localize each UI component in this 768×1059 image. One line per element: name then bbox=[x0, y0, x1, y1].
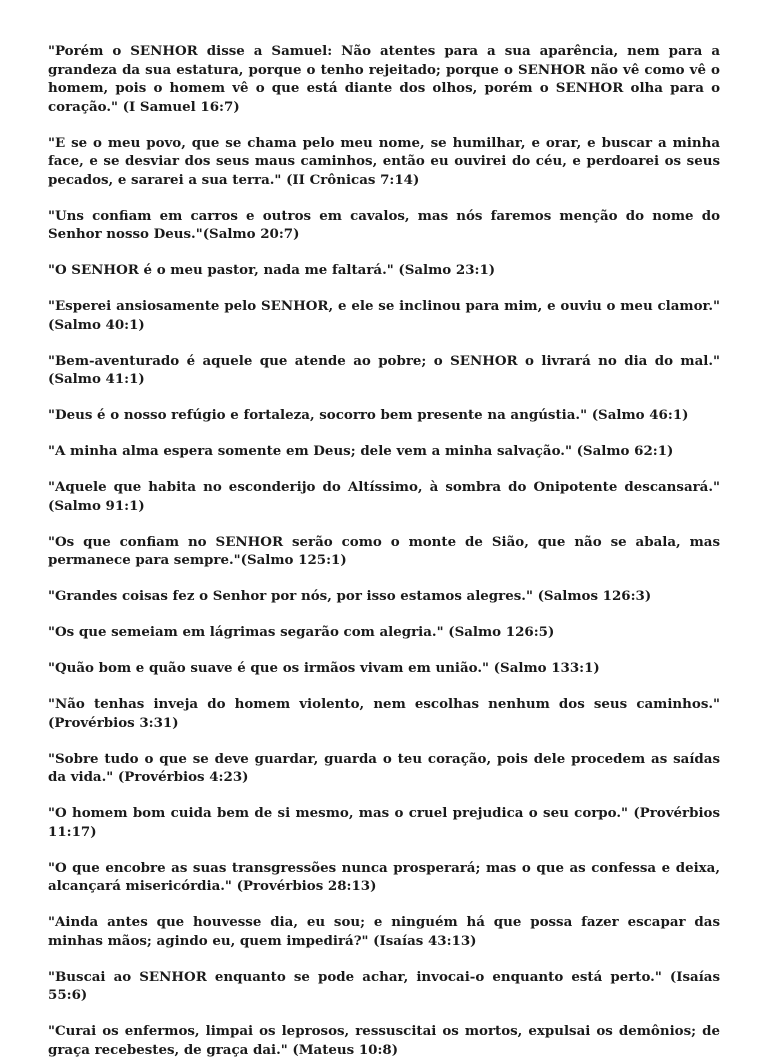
verse-paragraph: "Buscai ao SENHOR enquanto se pode achar, invocai-o enquanto está perto." (Isaías 55:6) bbox=[48, 968, 720, 1003]
verse-paragraph: "Bem-aventurado é aquele que atende ao pobre; o SENHOR o livrará no dia do mal." (Salmo 41:1) bbox=[48, 352, 720, 387]
verse-paragraph: "Os que confiam no SENHOR serão como o monte de Sião, que não se abala, mas permanece para sempre."(Salmo 125:1) bbox=[48, 533, 720, 568]
verse-paragraph: "Uns confiam em carros e outros em cavalos, mas nós faremos menção do nome do Senhor nosso Deus."(Salmo 20:7) bbox=[48, 207, 720, 242]
verse-paragraph: "Esperei ansiosamente pelo SENHOR, e ele se inclinou para mim, e ouviu o meu clamor." (Salmo 40:1) bbox=[48, 298, 720, 333]
verse-paragraph: "O SENHOR é o meu pastor, nada me faltará." (Salmo 23:1) bbox=[48, 262, 496, 278]
verse-paragraph: "Não tenhas inveja do homem violento, nem escolhas nenhum dos seus caminhos." (Provérbios 3:31) bbox=[48, 696, 720, 731]
verse-paragraph: "Deus é o nosso refúgio e fortaleza, socorro bem presente na angústia." (Salmo 46:1) bbox=[48, 407, 689, 423]
verse-paragraph: "Ainda antes que houvesse dia, eu sou; e ninguém há que possa fazer escapar das minhas mãos; agindo eu, quem impedirá?" (Isaías 43:13) bbox=[48, 914, 720, 949]
verse-paragraph: "Sobre tudo o que se deve guardar, guarda o teu coração, pois dele procedem as saídas da vida." (Provérbios 4:23) bbox=[48, 750, 720, 785]
verse-paragraph: "A minha alma espera somente em Deus; dele vem a minha salvação." (Salmo 62:1) bbox=[48, 443, 674, 459]
verse-paragraph: "O homem bom cuida bem de si mesmo, mas o cruel prejudica o seu corpo." (Provérbios 11:17) bbox=[48, 805, 720, 840]
verse-paragraph: "Porém o SENHOR disse a Samuel: Não atentes para a sua aparência, nem para a grandeza da sua estatura, porque o tenho rejeitado; porque o SENHOR não vê como vê o homem, pois o homem vê o que está diante dos olhos, porém o SENHOR olha para o coração." (I Samuel 16:7) bbox=[48, 43, 720, 115]
verse-paragraph: "Quão bom e quão suave é que os irmãos vivam em união." (Salmo 133:1) bbox=[48, 660, 600, 676]
verse-paragraph: "O que encobre as suas transgressões nunca prosperará; mas o que as confessa e deixa, alcançará misericórdia." (Provérbios 28:13) bbox=[48, 859, 720, 894]
verse-paragraph: "E se o meu povo, que se chama pelo meu nome, se humilhar, e orar, e buscar a minha face, e se desviar dos seus maus caminhos, então eu ouvirei do céu, e perdoarei os seus pecados, e sararei a sua terra." (II Crônicas 7:14) bbox=[48, 134, 720, 188]
verse-paragraph: "Curai os enfermos, limpai os leprosos, ressuscitai os mortos, expulsai os demônios; de graça recebestes, de graça dai." (Mateus 10:8) bbox=[48, 1023, 720, 1058]
verse-paragraph: "Os que semeiam em lágrimas segarão com alegria." (Salmo 126:5) bbox=[48, 624, 555, 640]
verse-paragraph: "Grandes coisas fez o Senhor por nós, por isso estamos alegres." (Salmos 126:3) bbox=[48, 588, 652, 604]
verse-paragraph: "Aquele que habita no esconderijo do Altíssimo, à sombra do Onipotente descansará." (Salmo 91:1) bbox=[48, 479, 720, 514]
